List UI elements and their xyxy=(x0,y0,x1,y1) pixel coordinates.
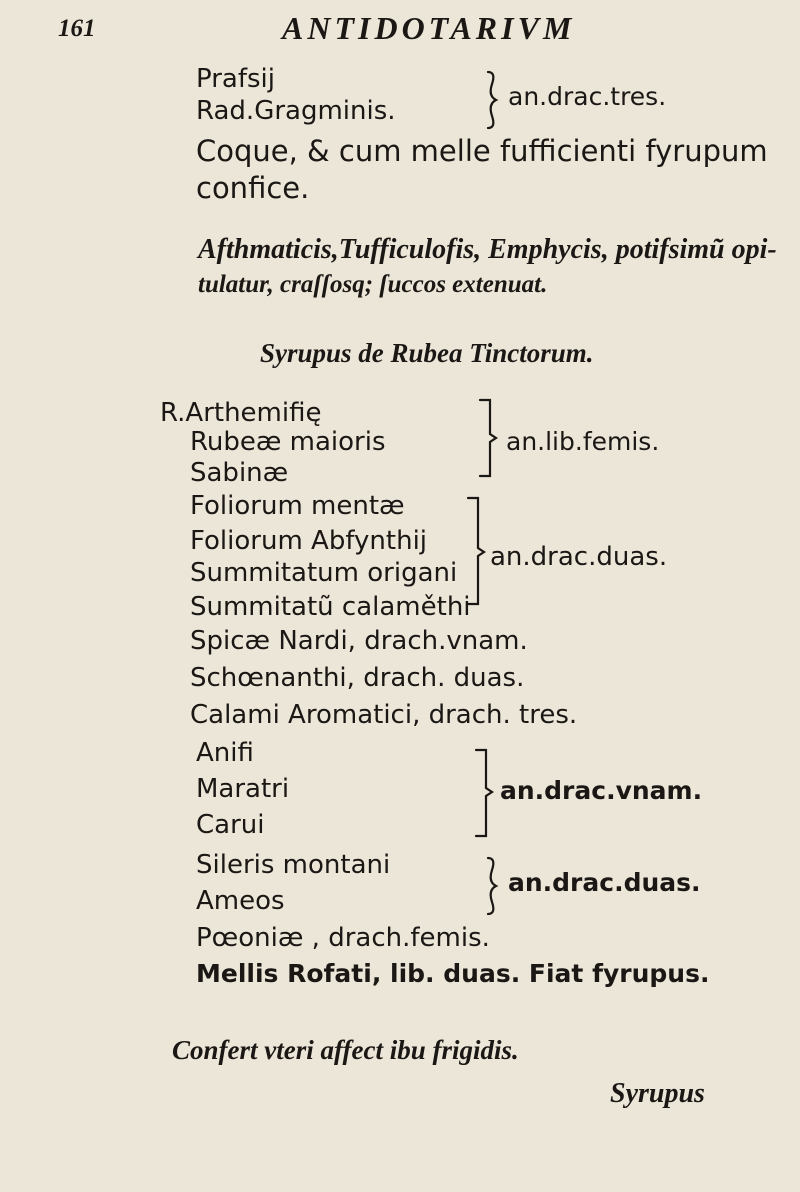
virtue-line: Afthmaticis,Tufficulofis, Emphycis, potifsimũ opi- xyxy=(198,234,777,265)
ingredient-line: Sileris montani xyxy=(196,850,391,880)
ingredient-line: Sabinæ xyxy=(190,458,289,488)
instruction-line: Coque, & cum melle fufficienti fyrupum xyxy=(196,134,768,168)
ingredient-line: Pœoniæ , drach.femis. xyxy=(196,923,490,953)
page-number: 161 xyxy=(58,15,96,42)
ingredient-line: Prafsij xyxy=(196,64,275,94)
ingredient-line: Ameos xyxy=(196,886,285,916)
ingredient-line: Rad.Gragminis. xyxy=(196,96,396,126)
ingredient-line: Schœnanthi, drach. duas. xyxy=(190,663,525,693)
ingredient-line: Calami Aromatici, drach. tres. xyxy=(190,700,578,730)
dose-label: an.drac.tres. xyxy=(508,82,667,111)
curly-brace xyxy=(482,856,502,916)
square-brace xyxy=(466,496,486,606)
ingredient-line: Anifi xyxy=(196,738,254,768)
ingredient-line: R.Arthemifię xyxy=(160,398,322,428)
ingredient-line: Spicæ Nardi, drach.vnam. xyxy=(190,626,528,656)
instruction-line: confice. xyxy=(196,171,310,205)
ingredient-line: Mellis Rofati, lib. duas. Fiat fyrupus. xyxy=(196,959,710,988)
square-brace xyxy=(478,398,498,478)
dose-label: an.drac.duas. xyxy=(508,868,701,897)
virtue-line: Confert vteri affect ibu frigidis. xyxy=(172,1035,519,1065)
recipe-title: Syrupus de Rubea Tinctorum. xyxy=(260,338,594,368)
ingredient-line: Carui xyxy=(196,810,265,840)
ingredient-line: Foliorum Abfynthij xyxy=(190,526,428,556)
ingredient-line: Maratri xyxy=(196,774,290,804)
curly-brace xyxy=(482,70,502,130)
virtue-line: tulatur, craſſosq; ſuccos extenuat. xyxy=(198,271,548,298)
ingredient-line: Foliorum mentæ xyxy=(190,491,405,521)
ingredient-line: Rubeæ maioris xyxy=(190,427,386,457)
dose-label: an.lib.femis. xyxy=(506,427,660,456)
ingredient-line: Summitatũ calaměthi xyxy=(190,592,471,622)
dose-label: an.drac.duas. xyxy=(490,542,668,572)
ingredient-line: Summitatum origani xyxy=(190,558,458,588)
dose-label: an.drac.vnam. xyxy=(500,776,703,805)
catchword: Syrupus xyxy=(610,1078,705,1109)
square-brace xyxy=(474,748,494,838)
running-title: ANTIDOTARIVM xyxy=(282,10,576,46)
